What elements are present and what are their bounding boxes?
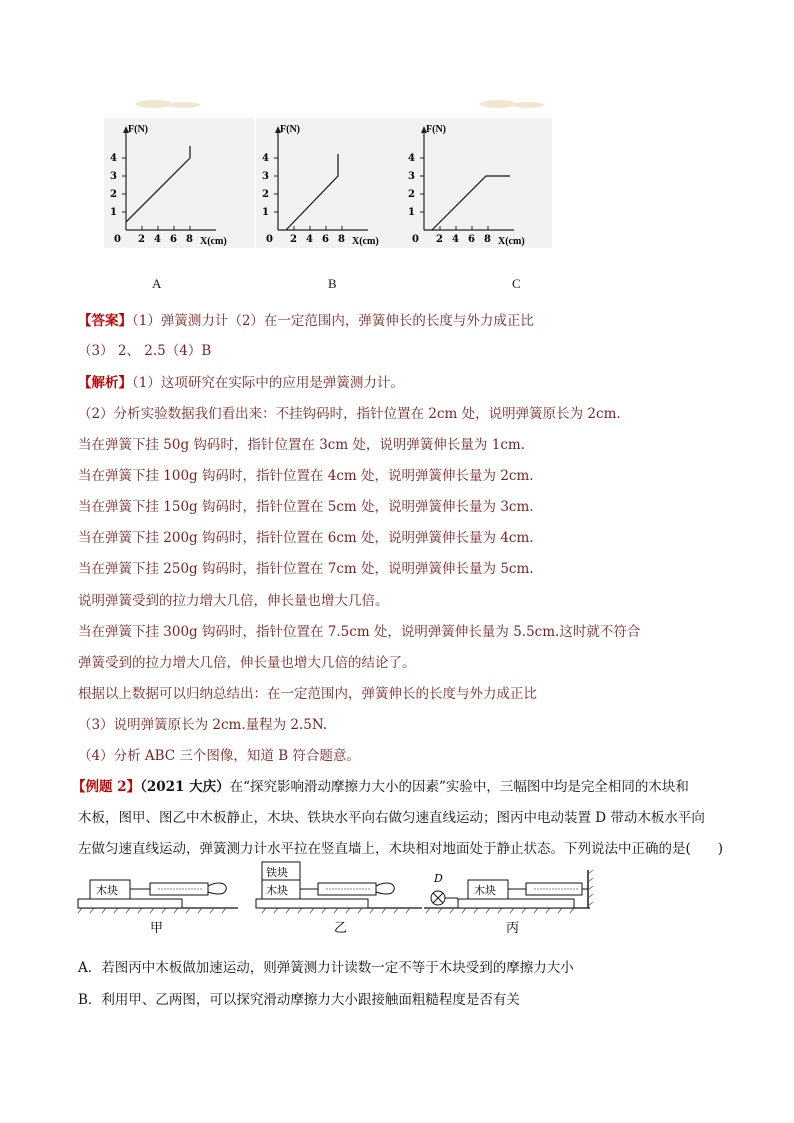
graph-b-ylabel: F(N) — [280, 124, 300, 135]
svg-text:1: 1 — [110, 207, 117, 218]
wood-block-label-yi: 木块 — [266, 884, 288, 897]
svg-text:0: 0 — [266, 234, 273, 245]
iron-block-label: 铁块 — [266, 866, 288, 879]
svg-text:3: 3 — [408, 171, 415, 182]
analysis-line-10: 弹簧受到的拉力增大几倍，伸长量也增大几倍的结论了。 — [78, 655, 416, 671]
answer-line-1 — [78, 312, 534, 330]
option-b: B．利用甲、乙两图，可以探究滑动摩擦力大小跟接触面粗糙程度是否有关 — [78, 992, 520, 1008]
svg-text:0: 0 — [114, 234, 121, 245]
analysis-line-11: 根据以上数据可以归纳总结出：在一定范围内，弹簧伸长的长度与外力成正比 — [78, 686, 537, 702]
figure-bing — [424, 870, 593, 936]
svg-text:2: 2 — [408, 189, 415, 200]
svg-text:X(cm): X(cm) — [200, 236, 227, 247]
svg-text:2: 2 — [436, 234, 443, 245]
motor-label: D — [434, 872, 443, 885]
svg-text:X(cm): X(cm) — [352, 236, 379, 247]
svg-text:2: 2 — [290, 234, 297, 245]
graph-a — [104, 118, 254, 248]
svg-text:2: 2 — [110, 189, 117, 200]
analysis-line-8: 说明弹簧受到的拉力增大几倍，伸长量也增大几倍。 — [78, 593, 389, 609]
analysis-line-7: 当在弹簧下挂 250g 钩码时，指针位置在 7cm 处，说明弹簧伸长量为 5cm. — [78, 561, 534, 577]
svg-text:8: 8 — [338, 234, 345, 245]
figure-jia — [78, 880, 238, 936]
analysis-line-5: 当在弹簧下挂 150g 钩码时，指针位置在 5cm 处，说明弹簧伸长量为 3cm. — [78, 499, 534, 515]
svg-text:6: 6 — [468, 234, 475, 245]
svg-text:4: 4 — [452, 234, 459, 245]
option-a: A．若图丙中木板做加速运动，则弹簧测力计读数一定不等于木块受到的摩擦力大小 — [78, 960, 574, 976]
example-line-3: 左做匀速直线运动，弹簧测力计水平拉在竖直墙上，木块相对地面处于静止状态。下列说法中正确的是( ) — [78, 841, 724, 857]
analysis-line-3: 当在弹簧下挂 50g 钩码时，指针位置在 3cm 处，说明弹簧伸长量为 1cm. — [78, 437, 525, 453]
svg-text:4: 4 — [154, 234, 161, 245]
svg-text:X(cm): X(cm) — [498, 236, 525, 247]
analysis-line-4: 当在弹簧下挂 100g 钩码时，指针位置在 4cm 处，说明弹簧伸长量为 2cm. — [78, 468, 534, 484]
analysis-line-2: （2）分析实验数据我们看出来：不挂钩码时，指针位置在 2cm 处，说明弹簧原长为 2cm. — [78, 406, 621, 422]
graph-c-ylabel: F(N) — [426, 124, 446, 135]
wood-block-label-bing: 木块 — [474, 884, 496, 897]
svg-text:1: 1 — [262, 207, 269, 218]
caption-bing: 丙 — [506, 921, 520, 936]
example-tag: 【例题 2】 — [72, 779, 141, 795]
svg-text:4: 4 — [262, 153, 269, 164]
svg-text:0: 0 — [412, 234, 419, 245]
analysis-line-12: （3）说明弹簧原长为 2cm.量程为 2.5N. — [78, 717, 328, 733]
analysis-line-9: 当在弹簧下挂 300g 钩码时，指针位置在 7.5cm 处，说明弹簧伸长量为 5.5cm.这时就不符合 — [78, 624, 641, 640]
watermark-logo-right — [478, 96, 548, 110]
example-line-2: 木板，图甲、图乙中木板静止，木块、铁块水平向右做匀速直线运动；图丙中电动装置 D 带动木板水平向 — [78, 810, 705, 826]
experiment-figures — [78, 866, 598, 948]
analysis-line-1: 【解析】（1）这项研究在实际中的应用是弹簧测力计。 — [78, 375, 404, 391]
graph-a-ylabel: F(N) — [128, 124, 148, 135]
svg-text:1: 1 — [408, 207, 415, 218]
svg-text:4: 4 — [306, 234, 313, 245]
graph-c — [402, 118, 552, 248]
figure-yi — [256, 862, 422, 936]
svg-text:8: 8 — [186, 234, 193, 245]
svg-text:8: 8 — [484, 234, 491, 245]
analysis-line-6: 当在弹簧下挂 200g 钩码时，指针位置在 6cm 处，说明弹簧伸长量为 4cm. — [78, 530, 534, 546]
example-line-1: 【例题 2】（2021 大庆）在“探究影响滑动摩擦力大小的因素”实验中，三幅图中均是完全相同的木块和 — [72, 779, 689, 795]
example-source: （2021 大庆） — [140, 779, 230, 795]
graph-a-label: A — [152, 276, 162, 291]
caption-yi: 乙 — [334, 921, 348, 936]
svg-text:3: 3 — [110, 171, 117, 182]
graph-c-label: C — [512, 276, 521, 291]
svg-text:2: 2 — [262, 189, 269, 200]
graph-b-label: B — [328, 276, 337, 291]
answer-line-2: （3） 2、 2.5（4）B — [78, 343, 212, 359]
answer-text-1: （1）弹簧测力计（2）在一定范围内，弹簧伸长的长度与外力成正比 — [132, 313, 534, 329]
analysis-line-13: （4）分析 ABC 三个图像，知道 B 符合题意。 — [78, 748, 360, 764]
svg-text:2: 2 — [138, 234, 145, 245]
graph-b — [256, 118, 406, 248]
answer-tag: 【答案】 — [78, 313, 132, 329]
svg-text:4: 4 — [110, 153, 117, 164]
svg-text:4: 4 — [408, 153, 415, 164]
wood-block-label-jia: 木块 — [96, 884, 118, 897]
svg-text:3: 3 — [262, 171, 269, 182]
analysis-tag: 【解析】 — [78, 375, 132, 391]
watermark-logo-left — [134, 96, 204, 110]
caption-jia: 甲 — [150, 921, 164, 936]
svg-text:6: 6 — [322, 234, 329, 245]
svg-text:6: 6 — [170, 234, 177, 245]
